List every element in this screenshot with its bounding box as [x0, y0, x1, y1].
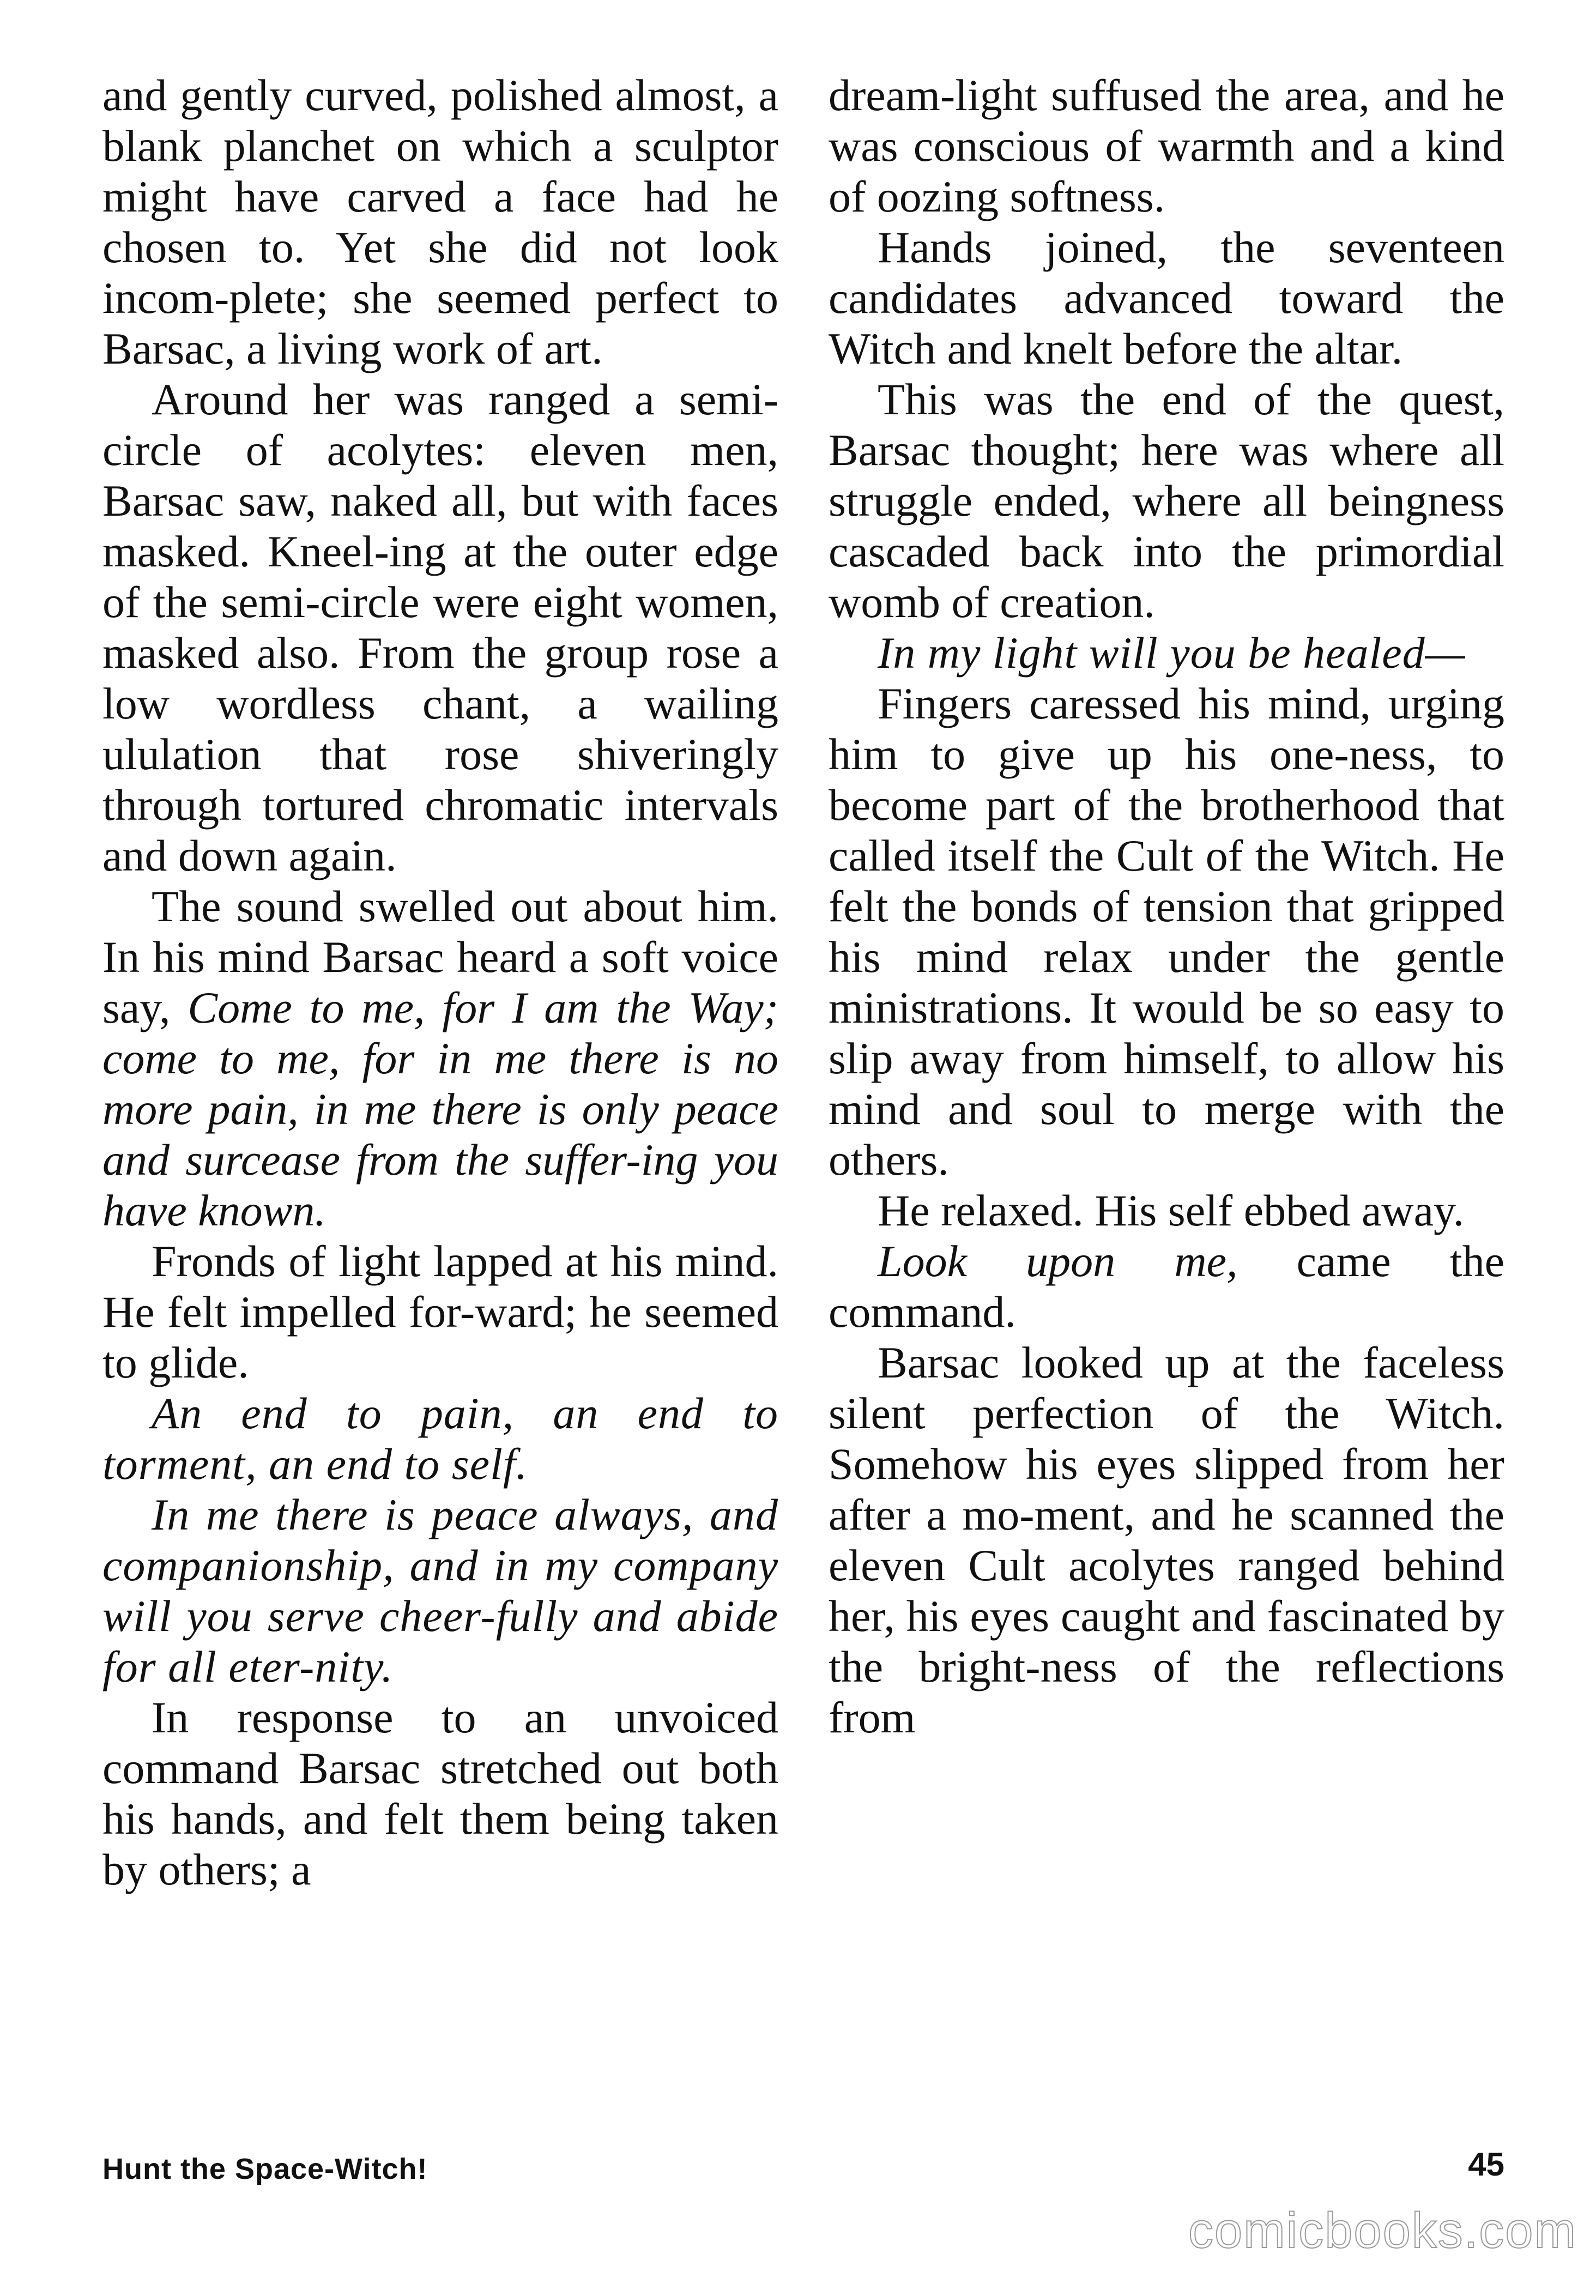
italic-paragraph: An end to pain, an end to torment, an end to self. — [102, 1388, 778, 1489]
paragraph-italic-text: Come to me, for I am the Way; come to me, for in me there is no more pain, in me there is only peace and surcease from the suffer-ing you have known. — [102, 983, 778, 1235]
paragraph: Around her was ranged a semi-circle of acolytes: eleven men, Barsac saw, naked all, but with faces masked. Kneel-ing at the outer edge of the semi-circle were eight women, masked also. From the group rose a low wordless chant, a wailing ululation that rose shiveringly through tortured chromatic intervals and down again. — [102, 374, 778, 880]
paragraph — [102, 881, 778, 1236]
watermark: comicbooks.com — [1188, 2203, 1577, 2258]
paragraph: Fronds of light lapped at his mind. He felt impelled for-ward; he seemed to glide. — [102, 1236, 778, 1387]
left-text-column — [102, 70, 778, 1895]
paragraph: dream-light suffused the area, and he was conscious of warmth and a kind of oozing softness. — [829, 70, 1504, 221]
page-number: 45 — [1468, 2146, 1504, 2183]
paragraph — [829, 1236, 1504, 1337]
paragraph-italic-text: Look upon me, — [878, 1236, 1238, 1286]
paragraph: Fingers caressed his mind, urging him to give up his one-ness, to become part of the brotherhood that called itself the Cult of the Witch. He felt the bonds of tension that gripped his mind relax under the gentle ministrations. It would be so easy to slip away from himself, to allow his mind and soul to merge with the others. — [829, 679, 1504, 1185]
italic-paragraph: In me there is peace always, and companionship, and in my company will you serve cheer-fully and abide for all eter-nity. — [102, 1490, 778, 1691]
paragraph-text: came the command. — [829, 1236, 1504, 1337]
paragraph: This was the end of the quest, Barsac thought; here was where all struggle ended, where all beingness cascaded back into the primordial womb of creation. — [829, 374, 1504, 627]
paragraph: In response to an unvoiced command Barsac stretched out both his hands, and felt them being taken by others; a — [102, 1693, 778, 1894]
running-footer-title: Hunt the Space-Witch! — [102, 2153, 428, 2185]
paragraph: and gently curved, polished almost, a blank planchet on which a sculptor might have carved a face had he chosen to. Yet she did not look incom-plete; she seemed perfect to Barsac, a living work of art. — [102, 70, 778, 373]
right-text-column — [829, 70, 1504, 1743]
italic-paragraph: In my light will you be healed— — [878, 628, 1466, 678]
paragraph: He relaxed. His self ebbed away. — [878, 1186, 1465, 1235]
paragraph: Hands joined, the seventeen candidates advanced toward the Witch and knelt before the altar. — [829, 222, 1504, 373]
paragraph-text: The sound swelled out about him. In his mind Barsac heard a soft voice say, — [102, 881, 778, 1032]
paragraph: Barsac looked up at the faceless silent perfection of the Witch. Somehow his eyes slipped from her after a mo-ment, and he scanned the eleven Cult acolytes ranged behind her, his eyes caught and fascinated by the bright-ness of the reflections from — [829, 1338, 1504, 1742]
